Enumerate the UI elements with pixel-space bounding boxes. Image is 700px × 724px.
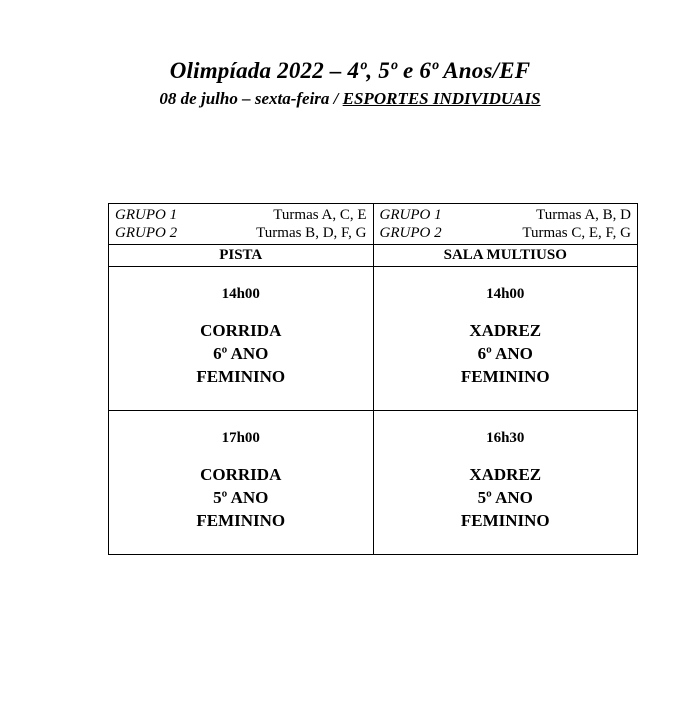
slot-cell — [109, 411, 374, 555]
group-line — [109, 206, 373, 224]
group-label: GRUPO 1 — [379, 207, 442, 223]
groups-cell-left — [109, 204, 374, 245]
slot-sport: CORRIDA — [200, 321, 282, 340]
slot-grade: 6º ANO — [213, 344, 269, 363]
group-classes: Turmas C, E, F, G — [522, 225, 631, 241]
venue-left: PISTA — [109, 245, 374, 267]
subtitle-date: 08 de julho – sexta-feira / — [159, 89, 343, 108]
slot-time: 14h00 — [221, 286, 260, 302]
slot-event — [374, 319, 638, 388]
slot-time: 17h00 — [221, 430, 260, 446]
schedule-table — [108, 203, 638, 555]
venue-row — [109, 245, 638, 267]
page-subtitle — [0, 89, 700, 109]
group-label: GRUPO 2 — [115, 225, 178, 241]
page-title: Olimpíada 2022 – 4º, 5º e 6º Anos/EF — [169, 58, 531, 83]
groups-row — [109, 204, 638, 245]
slot-grade: 6º ANO — [477, 344, 533, 363]
group-classes: Turmas A, B, D — [536, 207, 631, 223]
group-line — [109, 224, 373, 242]
slot-category: FEMININO — [460, 367, 550, 386]
slot-event — [109, 319, 373, 388]
slot-event — [374, 463, 638, 532]
slot-cell — [373, 267, 638, 411]
subtitle-category: ESPORTES INDIVIDUAIS — [342, 89, 541, 108]
slot-grade: 5º ANO — [213, 488, 269, 507]
slot-category: FEMININO — [460, 511, 550, 530]
venue-right: SALA MULTIUSO — [373, 245, 638, 267]
slot-grade: 5º ANO — [477, 488, 533, 507]
slot-time: 16h30 — [486, 430, 525, 446]
slot-time: 14h00 — [486, 286, 525, 302]
slot-cell — [373, 411, 638, 555]
slot-category: FEMININO — [196, 511, 286, 530]
slot-sport: XADREZ — [469, 465, 542, 484]
slot-row — [109, 267, 638, 411]
groups-cell-right — [373, 204, 638, 245]
group-label: GRUPO 1 — [115, 207, 178, 223]
slot-event — [109, 463, 373, 532]
group-classes: Turmas B, D, F, G — [256, 225, 367, 241]
slot-sport: CORRIDA — [200, 465, 282, 484]
slot-category: FEMININO — [196, 367, 286, 386]
slot-row — [109, 411, 638, 555]
group-line — [374, 206, 638, 224]
group-label: GRUPO 2 — [379, 225, 442, 241]
slot-sport: XADREZ — [469, 321, 542, 340]
group-classes: Turmas A, C, E — [273, 207, 367, 223]
slot-cell — [109, 267, 374, 411]
group-line — [374, 224, 638, 242]
